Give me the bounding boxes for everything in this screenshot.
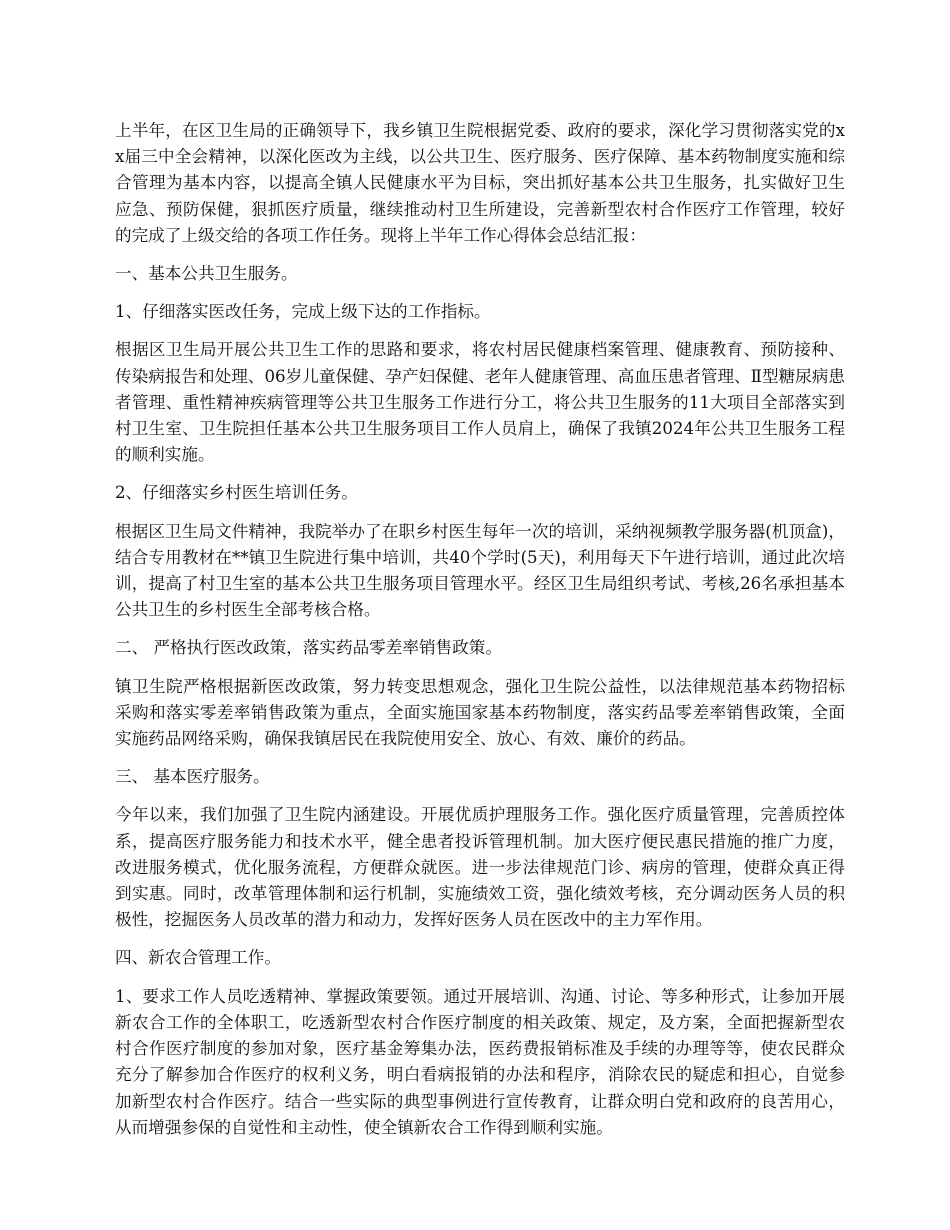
intro-paragraph: 上半年，在区卫生局的正确领导下，我乡镇卫生院根据党委、政府的要求，深化学习贯彻落实党的xx届三中全会精神，以深化医改为主线，以公共卫生、医疗服务、医疗保障、基本药物制度实施和综合管理为基本内容，以提高全镇人民健康水平为目标，突出抓好基本公共卫生服务，扎实做好卫生应急、预防保健，狠抓医疗质量，继续推动村卫生所建设，完善新型农村合作医疗工作管理，较好的完成了上级交给的各项工作任务。现将上半年工作心得体会总结汇报： xyxy=(115,121,845,245)
subsection-heading-1-1: 1、仔细落实医改任务，完成上级下达的工作指标。 xyxy=(115,302,491,322)
subsection-heading-1-2: 2、仔细落实乡村医生培训任务。 xyxy=(115,483,358,503)
section-heading-2: 二、 严格执行医改政策，落实药品零差率销售政策。 xyxy=(115,638,502,658)
section-heading-3: 三、 基本医疗服务。 xyxy=(115,767,270,787)
section-heading-4: 四、新农合管理工作。 xyxy=(115,948,281,968)
section-heading-1: 一、基本公共卫生服务。 xyxy=(115,264,298,284)
paragraph-medical-service: 今年以来，我们加强了卫生院内涵建设。开展优质护理服务工作。强化医疗质量管理，完善质控体系，提高医疗服务能力和技术水平，健全患者投诉管理机制。加大医疗便民惠民措施的推广力度，改进服务模式，优化服务流程，方便群众就医。进一步法律规范门诊、病房的管理，使群众真正得到实惠。同时，改革管理体制和运行机制，实施绩效工资，强化绩效考核，充分调动医务人员的积极性，挖掘医务人员改革的潜力和动力，发挥好医务人员在医改中的主力军作用。 xyxy=(115,805,845,930)
paragraph-doctor-training: 根据区卫生局文件精神，我院举办了在职乡村医生每年一次的培训，采纳视频教学服务器(机顶盒)，结合专用教材在**镇卫生院进行集中培训，共40个学时(5天)，利用每天下午进行培训，通过此次培训，提高了村卫生室的基本公共卫生服务项目管理水平。经区卫生局组织考试、考核,26名承担基本公共卫生的乡村医生全部考核合格。 xyxy=(115,521,845,620)
document-body xyxy=(115,118,845,1153)
paragraph-drug-policy: 镇卫生院严格根据新医改政策，努力转变思想观念，强化卫生院公益性，以法律规范基本药物招标采购和落实零差率销售政策为重点，全面实施国家基本药物制度，落实药品零差率销售政策，全面实施药品网络采购，确保我镇居民在我院使用安全、放心、有效、廉价的药品。 xyxy=(115,676,845,749)
paragraph-cooperative-medical: 1、要求工作人员吃透精神、掌握政策要领。通过开展培训、沟通、讨论、等多种形式，让参加开展新农合工作的全体职工，吃透新型农村合作医疗制度的相关政策、规定，及方案，全面把握新型农村合作医疗制度的参加对象，医疗基金筹集办法，医药费报销标准及手续的办理等等，使农民群众充分了解参加合作医疗的权利义务，明白看病报销的办法和程序，消除农民的疑虑和担心，自觉参加新型农村合作医疗。结合一些实际的典型事例进行宣传教育，让群众明白党和政府的良苦用心，从而增强参保的自觉性和主动性，使全镇新农合工作得到顺利实施。 xyxy=(115,986,845,1137)
paragraph-public-health: 根据区卫生局开展公共卫生工作的思路和要求，将农村居民健康档案管理、健康教育、预防接种、传染病报告和处理、06岁儿童保健、孕产妇保健、老年人健康管理、高血压患者管理、Ⅱ型糖尿病患者管理、重性精神疾病管理等公共卫生服务工作进行分工，将公共卫生服务的11大项目全部落实到村卫生室、卫生院担任基本公共卫生服务项目工作人员肩上，确保了我镇2024年公共卫生服务工程的顺利实施。 xyxy=(115,340,845,465)
